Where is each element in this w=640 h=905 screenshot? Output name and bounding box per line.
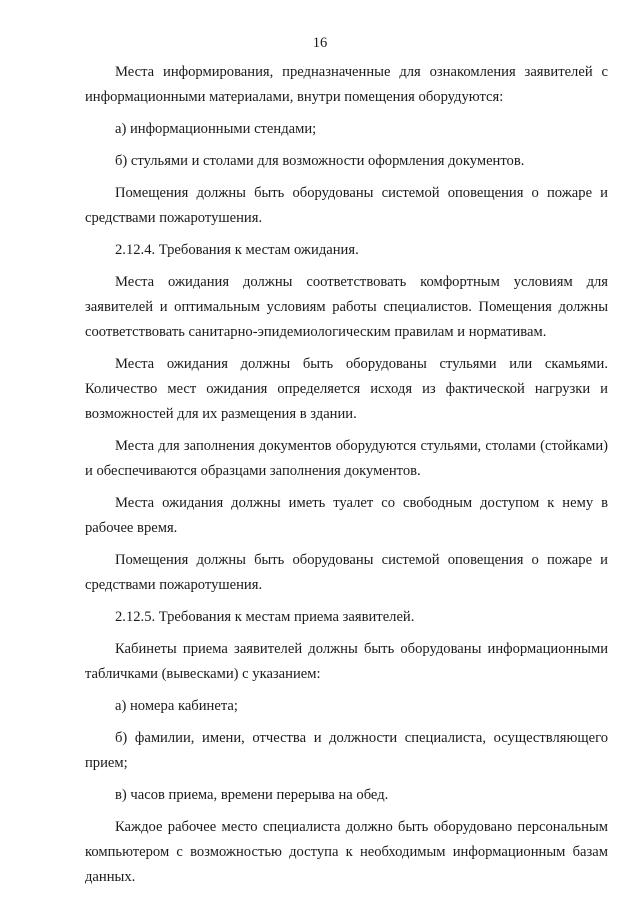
paragraph-info-places: Места информирования, предназначенные для ознакомления заявителей с информационными материалами, внутри помещения оборудуются: [85,64,608,105]
paragraph-offices-signs: Кабинеты приема заявителей должны быть оборудованы информационными табличками (вывесками) с указанием: [85,641,608,682]
section-heading-2-12-5: 2.12.5. Требования к местам приема заявителей. [115,609,415,625]
document-body [85,60,608,897]
paragraph-item-specialist-name: б) фамилии, имени, отчества и должности специалиста, осуществляющего прием; [85,730,608,771]
page-number: 16 [312,35,328,51]
paragraph-toilet: Места ожидания должны иметь туалет со свободным доступом к нему в рабочее время. [85,495,608,536]
paragraph-fire-alarm: Помещения должны быть оборудованы системой оповещения о пожаре и средствами пожаротушения. [85,185,608,226]
paragraph-workplace-computer: Каждое рабочее место специалиста должно быть оборудовано персональным компьютером с возможностью доступа к необходимым информационным базам данных. [85,819,608,885]
paragraph-waiting-seating: Места ожидания должны быть оборудованы стульями или скамьями. Количество мест ожидания определяется исходя из фактической нагрузки и возможностей для их размещения в здании. [85,356,608,422]
paragraph-waiting-comfort: Места ожидания должны соответствовать комфортным условиям для заявителей и оптимальным условиям работы специалистов. Помещения должны соответствовать санитарно-эпидемиологическим правилам и нормативам. [85,274,608,340]
section-heading-2-12-4: 2.12.4. Требования к местам ожидания. [115,242,359,258]
paragraph-item-office-number: а) номера кабинета; [115,698,238,714]
paragraph-form-filling-places: Места для заполнения документов оборудуются стульями, столами (стойками) и обеспечиваются образцами заполнения документов. [85,438,608,479]
paragraph-fire-alarm-2: Помещения должны быть оборудованы системой оповещения о пожаре и средствами пожаротушения. [85,552,608,593]
paragraph-item-reception-hours: в) часов приема, времени перерыва на обед. [115,787,389,803]
paragraph-item-stands: а) информационными стендами; [115,121,317,137]
paragraph-item-chairs-tables: б) стульями и столами для возможности оформления документов. [115,153,525,169]
